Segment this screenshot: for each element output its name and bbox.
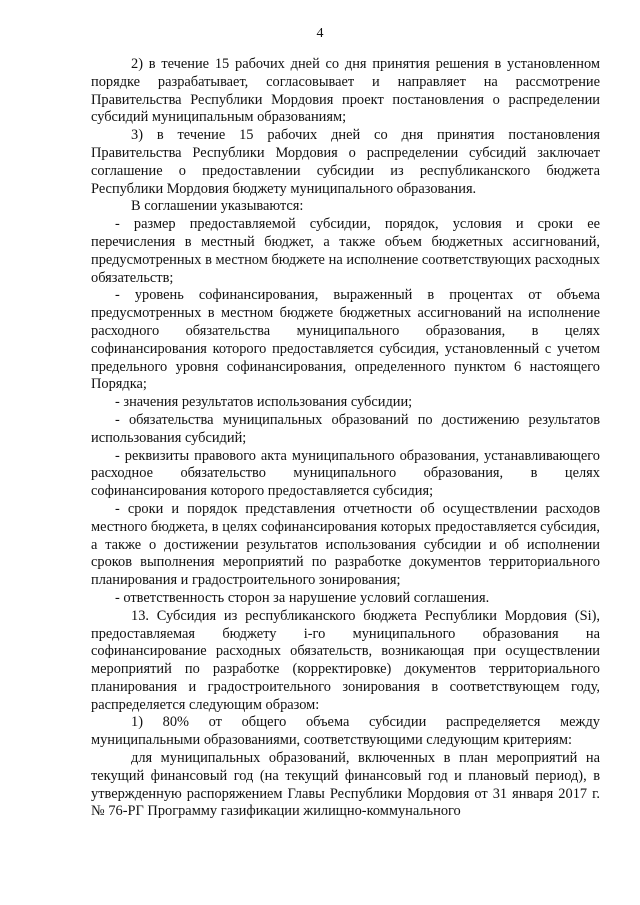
paragraph-section-13: 13. Субсидия из республиканского бюджета Республики Мордовия (Si), предоставляемая бюджету i-го муниципального образования на софинансирование расходных обязательств, возникающая при осуществлении мероприятий по разработке (корректировке) документов территориального планирования и градостроительного зонирования в соответствующем году, распределяется следующим образом:	[91, 607, 600, 713]
paragraph-item-1-distribution: 1) 80% от общего объема субсидии распределяется между муниципальными образованиями, соответствующими следующим критериям:	[91, 714, 600, 749]
list-item-result-values: - значения результатов использования субсидии;	[115, 394, 413, 411]
list-item-cofinancing-level: - уровень софинансирования, выраженный в процентах от объема предусмотренных в местном бюджете бюджетных ассигнований на исполнение расходного обязательства муниципального образования, в целях софинансирования которого предоставляется субсидия, установленный с учетом предельного уровня софинансирования, определенного пунктом 6 настоящего Порядка;	[91, 287, 600, 393]
list-item-legal-act: - реквизиты правового акта муниципального образования, устанавливающего расходное обязательство муниципального образования, в целях софинансирования которого предоставляется субсидия;	[91, 447, 600, 500]
paragraph-item-2: 2) в течение 15 рабочих дней со дня принятия решения в установленном порядке разрабатывает, согласовывает и направляет на рассмотрение Правительства Республики Мордовия проект постановления о распределении субсидий муниципальным образованиям;	[91, 56, 600, 126]
list-item-obligations: - обязательства муниципальных образований по достижению результатов использования субсидий;	[91, 411, 600, 446]
list-item-subsidy-size: - размер предоставляемой субсидии, порядок, условия и сроки ее перечисления в местный бюджет, а также объем бюджетных ассигнований, предусмотренных в местном бюджете на исполнение соответствующих расходных обязательств;	[91, 216, 600, 286]
document-body	[91, 56, 600, 821]
paragraph-agreement-intro: В соглашении указываются:	[131, 198, 304, 215]
paragraph-criteria: для муниципальных образований, включенных в план мероприятий на текущий финансовый год (на текущий финансовый год и плановый период), в утвержденную распоряжением Главы Республики Мордовия от 31 января 2017 г. № 76-РГ Программу газификации жилищно-коммунального	[91, 750, 600, 820]
list-item-responsibility: - ответственность сторон за нарушение условий соглашения.	[115, 589, 490, 606]
page-number: 4	[316, 26, 324, 41]
list-item-reporting: - сроки и порядок представления отчетности об осуществлении расходов местного бюджета, в целях софинансирования которых предоставляется субсидия, а также о достижении результатов использования субсидии и об исполнении сроков выполнения мероприятий по разработке документов территориального планирования и градостроительного зонирования;	[91, 500, 600, 589]
paragraph-item-3: 3) в течение 15 рабочих дней со дня принятия постановления Правительства Республики Мордовия о распределении субсидий заключает соглашение о предоставлении субсидии из республиканского бюджета Республики Мордовия бюджету муниципального образования.	[91, 127, 600, 197]
